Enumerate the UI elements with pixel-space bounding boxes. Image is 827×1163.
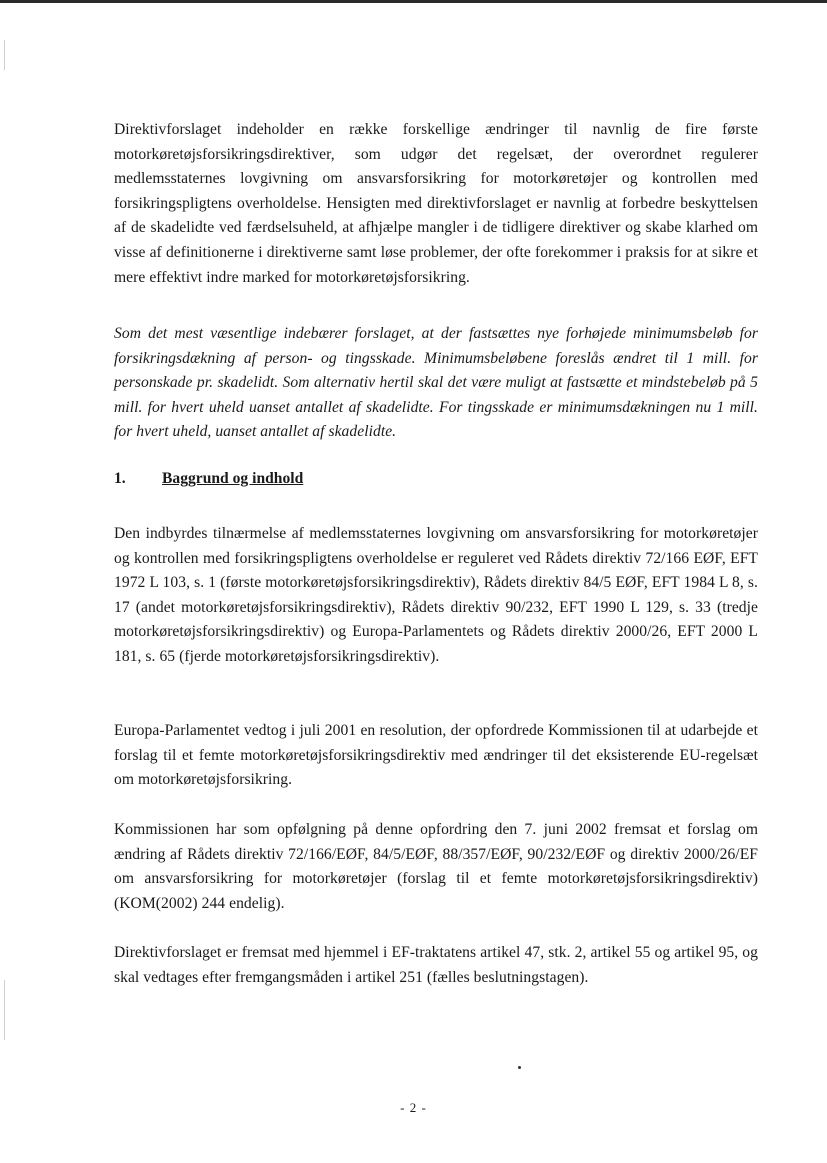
section-title: Baggrund og indhold — [162, 470, 304, 487]
paragraph-intro: Direktivforslaget indeholder en række forskellige ændringer til navnlig de fire første motorkøretøjsforsikringsdirektiver, som udgør det regelsæt, der overordnet regulerer medlemsstaternes lovgivning om ansvarsforsikring for motorkøretøjer og kontrollen med forsikringspligtens overholdelse. Hensigten med direktivforslaget er navnlig at forbedre beskyttelsen af de skadelidte ved færdselsuheld, at afhjælpe mangler i de tidligere direktiver og skabe klarhed om visse af definitionerne i direktiverne samt løse problemer, der ofte forekommer i praksis for at sikre et mere effektivt indre marked for motorkøretøjsforsikring. — [114, 121, 758, 286]
paragraph-resolution: Europa-Parlamentet vedtog i juli 2001 en resolution, der opfordrede Kommissionen til at udarbejde et forslag til et femte motorkøretøjsforsikringsdirektiv med ændringer til det eksisterende EU-regelsæt om motorkøretøjsforsikring. — [114, 722, 758, 789]
page-number: - 2 - — [400, 1100, 427, 1115]
section-number: 1. — [114, 470, 126, 487]
scan-margin-mark — [4, 980, 5, 1040]
scan-speck — [518, 1066, 521, 1069]
scan-top-edge — [0, 0, 827, 3]
scan-margin-mark — [4, 40, 5, 70]
section-heading — [114, 470, 303, 488]
paragraph-background: Den indbyrdes tilnærmelse af medlemsstaternes lovgivning om ansvarsforsikring for motorkøretøjer og kontrollen med forsikringspligtens overholdelse er reguleret ved Rådets direktiv 72/166 EØF, EFT 1972 L 103, s. 1 (første motorkøretøjsforsikringsdirektiv), Rådets direktiv 84/5 EØF, EFT 1984 L 8, s. 17 (andet motorkøretøjsforsikringsdirektiv), Rådets direktiv 90/232, EFT 1990 L 129, s. 33 (tredje motorkøretøjsforsikringsdirektiv) og Europa-Parlamentets og Rådets direktiv 2000/26, EFT 2000 L 181, s. 65 (fjerde motorkøretøjsforsikringsdirektiv). — [114, 525, 758, 665]
paragraph-legal-basis: Direktivforslaget er fremsat med hjemmel i EF-traktatens artikel 47, stk. 2, artikel 55 og artikel 95, og skal vedtages efter fremgangsmåden i artikel 251 (fælles beslutningstagen). — [114, 944, 758, 986]
paragraph-commission-proposal: Kommissionen har som opfølgning på denne opfordring den 7. juni 2002 fremsat et forslag om ændring af Rådets direktiv 72/166/EØF, 84/5/EØF, 88/357/EØF, 90/232/EØF og direktiv 2000/26/EF om ansvarsforsikring for motorkøretøjer (forslag til et femte motorkøretøjsforsikringsdirektiv) (KOM(2002) 244 endelig). — [114, 821, 758, 912]
paragraph-summary-italic: Som det mest væsentlige indebærer forslaget, at der fastsættes nye forhøjede minimumsbeløb for forsikringsdækning af person- og tingsskade. Minimumsbeløbene foreslås ændret til 1 mill. for personskade pr. skadelidt. Som alternativ hertil skal det være muligt at fastsætte et mindstebeløb på 5 mill. for hvert uheld uanset antallet af skadelidte. For tingsskade er minimumsdækningen nu 1 mill. for hvert uheld, uanset antallet af skadelidte. — [114, 325, 758, 441]
